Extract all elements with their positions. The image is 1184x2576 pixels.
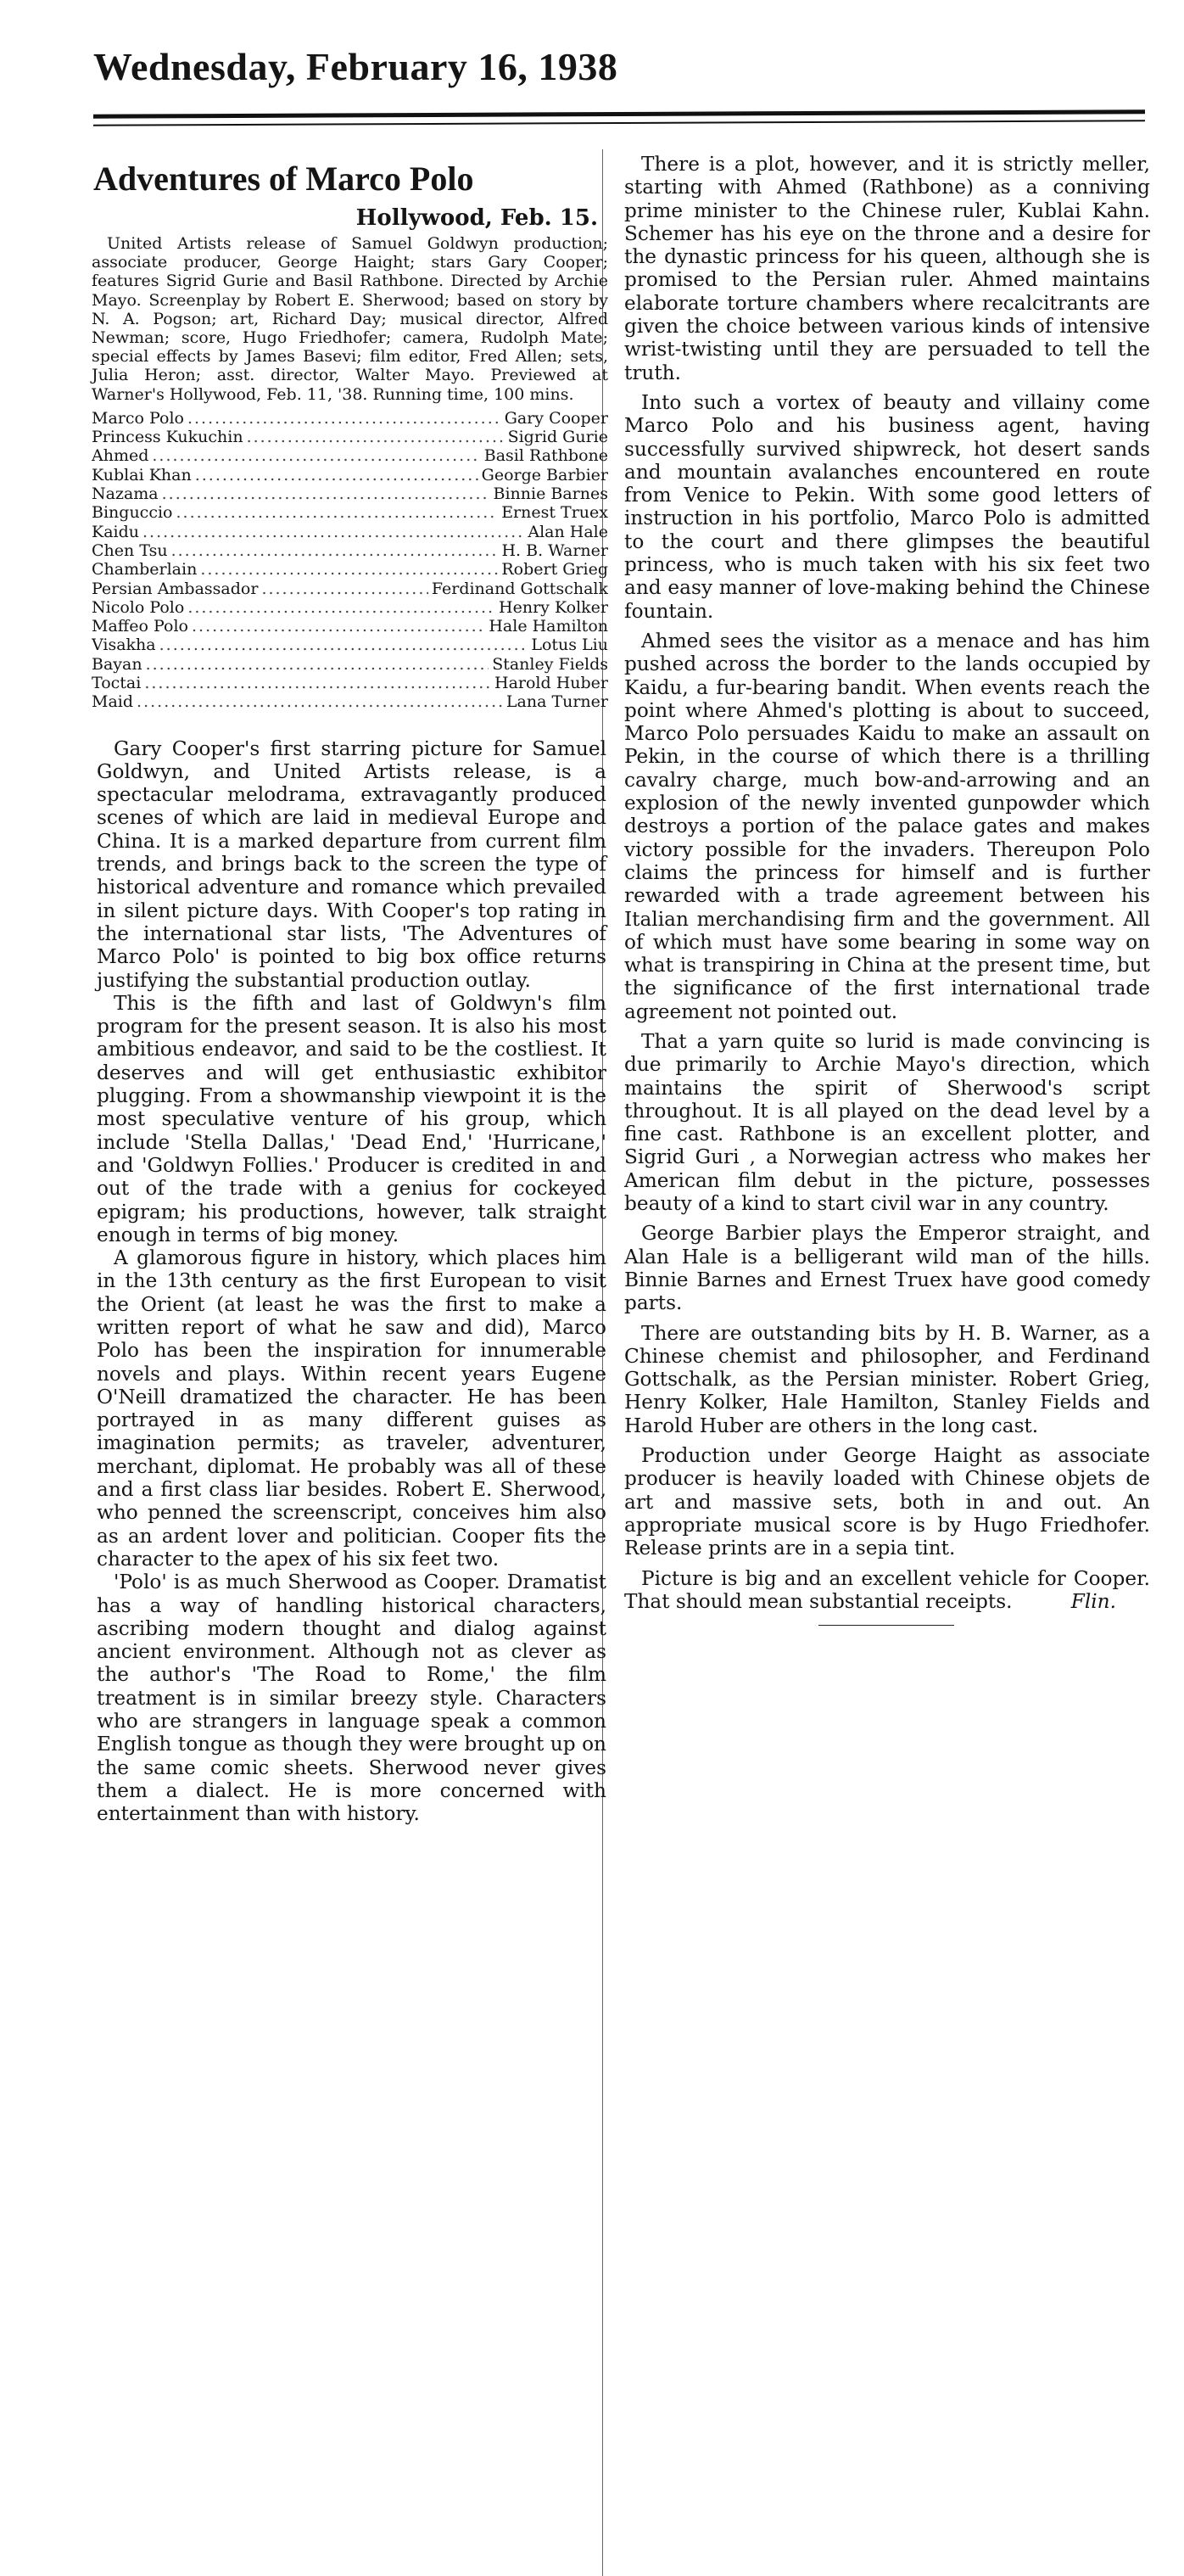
leader-dots [192,617,485,636]
leader-dots [162,484,490,503]
cast-row [92,428,608,446]
review-dateplace: Hollywood, Feb. 15. [355,205,598,231]
cast-row [92,636,608,654]
body-paragraph: Into such a vortex of beauty and villainy come Marco Polo and his business agent, having successfully survived shipwreck, hot desert sands and mountain avalanches encountered en route from Venice to Pekin. With some good letters of instruction in his portfolio, Marco Polo is admitted to the court and there glimpses the beautiful princess, who is much taken with his six feet two and easy manner of love-making behind the Chinese fountain. [624,390,1150,623]
body-paragraph: 'Polo' is as much Sherwood as Cooper. Dramatist has a way of handling historical characters, ascribing modern thought and dialog against ancient environment. Although not as clever as the author's 'The Road to Rome,' the film treatment is in similar breezy style. Characters who are strangers in language speak a common English tongue as though they were brought up on the same comic sheets. Sherwood never gives them a dialect. He is more concerned with entertainment than with history. [97,1571,606,1826]
cast-row [92,560,608,579]
header-rule-thin [93,120,1145,126]
cast-actor: Henry Kolker [499,597,608,617]
review-title: Adventures of Marco Polo [93,160,474,198]
cast-list [92,409,608,712]
cast-row [92,674,608,692]
body-paragraph: There are outstanding bits by H. B. Warner, as a Chinese chemist and philosopher, and Ferdinand Gottschalk, as the Persian minister. Robert Grieg, Henry Kolker, Hale Hamilton, Stanley Fields and Harold Huber are others in the long cast. [624,1321,1150,1437]
cast-actor: George Barbier [481,465,608,484]
leader-dots [187,598,495,617]
leader-dots [144,674,491,692]
cast-role: Visakha [92,636,156,655]
cast-role: Kaidu [92,522,139,541]
cast-row [92,598,608,617]
body-paragraph: That a yarn quite so lurid is made convincing is due primarily to Archie Mayo's direction, which maintains the spirit of Sherwood's script throughout. It is all played on the dead level by a fine cast. Rathbone is an excellent plotter, and Sigrid Guri , a Norwegian actress who makes her American film debut in the picture, possesses beauty of a kind to start civil war in any country. [624,1029,1150,1216]
cast-actor: Binnie Barnes [493,484,608,504]
cast-role: Kublai Khan [92,465,192,484]
cast-actor: Ferdinand Gottschalk [431,579,608,598]
cast-row [92,523,608,541]
cast-actor: Alan Hale [528,522,608,541]
cast-actor: Ernest Truex [501,503,608,523]
cast-row [92,446,608,465]
leader-dots [176,503,498,522]
leader-dots [142,523,524,541]
review-credits: United Artists release of Samuel Goldwyn production; associate producer, George Haight; stars Gary Cooper; features Sigrid Gurie and Basil Rathbone. Directed by Archie Mayo. Screenplay by Robert E. Sherwood; based on story by N. A. Pogson; art, Richard Day; musical director, Alfred Newman; score, Hugo Friedhofer; camera, Rudolph Mate; special effects by James Basevi; film editor, Fred Allen; sets, Julia Heron; asst. director, Walter Mayo. Previewed at Warner's Hollywood, Feb. 11, '38. Running time, 100 mins. [92,234,608,404]
cast-role: Persian Ambassador [92,579,259,598]
body-paragraph: Picture is big and an excellent vehicle for Cooper. That should mean substantial receipts. Flin. [624,1566,1150,1613]
cast-actor: Robert Grieg [501,560,608,580]
cast-role: Maffeo Polo [92,617,188,636]
leader-dots [171,541,499,560]
leader-dots [146,655,489,674]
cast-role: Nazama [92,484,159,504]
cast-actor: H. B. Warner [501,540,608,560]
body-paragraph: Production under George Haight as associate producer is heavily loaded with Chinese objets de art and massive sets, both in and out. An appropriate musical score is by Hugo Friedhofer. Release prints are in a sepia tint. [624,1444,1150,1560]
leader-dots [152,446,480,465]
cast-role: Ahmed [92,446,149,466]
cast-row [92,580,608,598]
cast-row [92,503,608,522]
body-paragraph: Ahmed sees the visitor as a menace and has him pushed across the border to the lands occupied by Kaidu, a fur-bearing bandit. When events reach the point where Ahmed's plotting is about to succeed, Marco Polo persuades Kaidu to make an assault on Pekin, in the course of which there is a thrilling cavalry charge, much bow-and-arrowing and an explosion of the newly invented gunpowder which destroys a portion of the palace gates and makes victory possible for the invaders. Thereupon Polo claims the princess for himself and is further rewarded with a trade agreement between his Italian merchandising firm and the government. All of which must have some bearing in some way on what is transpiring in China at the present time, but the significance of the first international trade agreement not pointed out. [624,629,1150,1023]
cast-role: Princess Kukuchin [92,428,243,447]
leader-dots [137,692,503,711]
body-paragraph: A glamorous figure in history, which places him in the 13th century as the first European to visit the Orient (at least he was the first to make a written report of what he saw and did), Marco Polo has been the inspiration for innumerable novels and plays. Within recent years Eugene O'Neill dramatized the character. He has been portrayed in as many different guises as imagination permits; as traveler, adventurer, merchant, diplomat. He probably was all of these and a first class liar besides. Robert E. Sherwood, who penned the screenscript, conceives him also as an ardent lover and politician. Cooper fits the character to the apex of his six feet two. [97,1246,606,1571]
cast-role: Binguccio [92,503,173,523]
cast-actor: Basil Rathbone [483,446,608,466]
cast-role: Marco Polo [92,408,184,428]
body-paragraph: Gary Cooper's first starring picture for Samuel Goldwyn, and United Artists release, is a spectacular melodrama, extravagantly produced scenes of which are laid in medieval Europe and China. It is a marked departure from current film trends, and brings back to the screen the type of historical adventure and romance which prevailed in silent picture days. With Cooper's top rating in the international star lists, 'The Adventures of Marco Polo' is pointed to big box office returns justifying the substantial production outlay. [97,736,606,992]
cast-row [92,541,608,560]
cast-actor: Gary Cooper [504,408,608,428]
cast-actor: Stanley Fields [492,654,608,674]
cast-role: Toctai [92,673,142,692]
header-rule-thick [93,109,1145,118]
cast-actor: Hale Hamilton [489,617,608,636]
signature: Flin. [1070,1589,1116,1613]
body-paragraph: George Barbier plays the Emperor straight, and Alan Hale is a belligerant wild man of the hills. Binnie Barnes and Ernest Truex have good comedy parts. [624,1222,1150,1315]
leader-dots [247,428,505,446]
cast-row [92,617,608,636]
right-column [619,153,1153,1626]
left-column [85,153,615,1826]
cast-role: Maid [92,692,134,712]
cast-row [92,655,608,674]
cast-row [92,692,608,711]
body-paragraph: This is the fifth and last of Goldwyn's film program for the present season. It is also his most ambitious endeavor, and said to be the costliest. It deserves and will get enthusiastic exhibitor plugging. From a showmanship viewpoint it is the most speculative venture of his group, which include 'Stella Dallas,' 'Dead End,' 'Hurricane,' and 'Goldwyn Follies.' Producer is credited in and out of the trade with a genius for cockeyed epigram; his productions, however, talk straight enough in terms of big money. [97,991,606,1246]
cast-role: Nicolo Polo [92,597,185,617]
cast-actor: Lotus Liu [531,636,608,655]
leader-dots [187,409,501,428]
cast-role: Chen Tsu [92,540,168,560]
cast-role: Bayan [92,654,142,674]
cast-row [92,484,608,503]
leader-dots [195,466,478,484]
dateline: Wednesday, February 16, 1938 [93,45,618,88]
cast-row [92,409,608,428]
leader-dots [200,560,498,579]
leader-dots [159,636,528,654]
cast-actor: Harold Huber [494,673,608,692]
cast-actor: Lana Turner [505,692,608,712]
cast-row [92,466,608,484]
cast-role: Chamberlain [92,560,198,580]
end-rule [818,1625,954,1626]
leader-dots [261,580,427,598]
right-body [619,153,1153,1613]
body-paragraph: There is a plot, however, and it is strictly meller, starting with Ahmed (Rathbone) as a conniving prime minister to the Chinese ruler, Kublai Kahn. Schemer has his eye on the throne and a desire for the dynastic princess for his queen, although she is promised to the Persian ruler. Ahmed maintains elaborate torture chambers where recalcitrants are given the choice between various kinds of intensive wrist-twisting until they are persuaded to tell the truth. [624,153,1150,384]
left-body [85,737,615,1826]
cast-actor: Sigrid Gurie [507,428,608,447]
